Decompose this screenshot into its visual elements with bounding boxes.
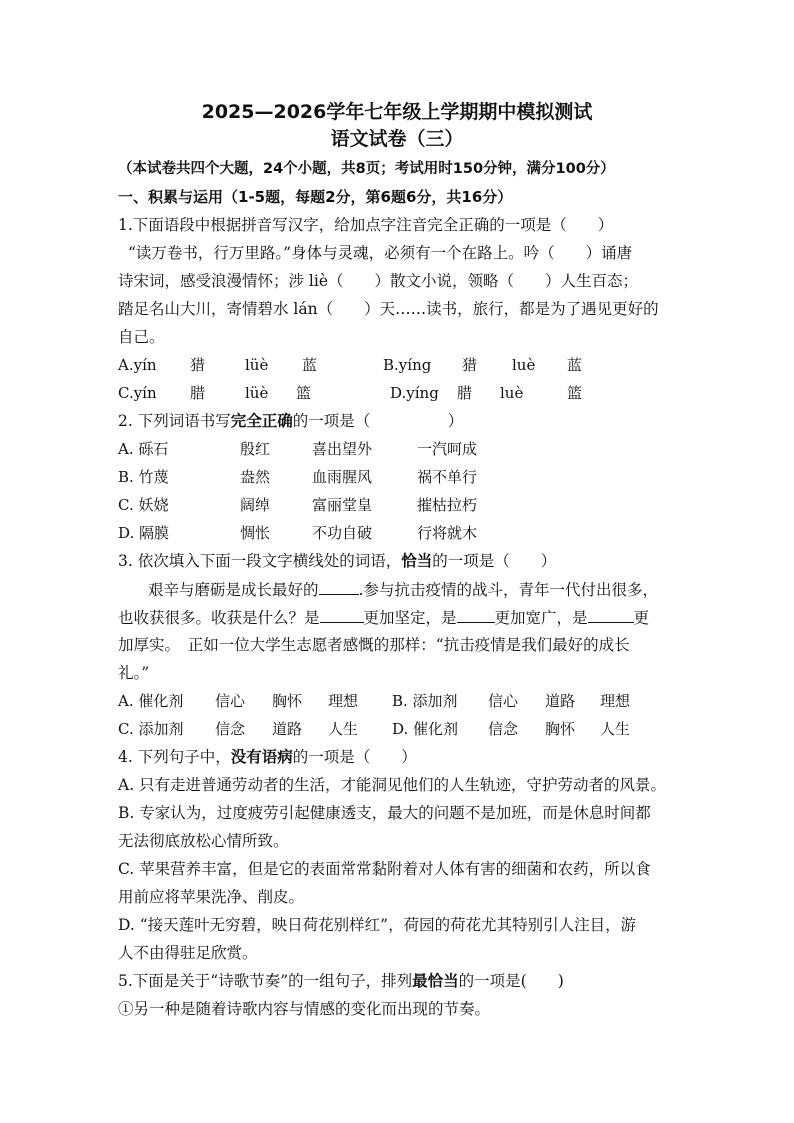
q2-option-a-word: 殷红	[240, 440, 271, 458]
q4-stem-emphasis: 没有语病	[230, 747, 293, 766]
q1-option-a-text: lüè	[245, 356, 269, 374]
q3-blank[interactable]	[457, 607, 495, 623]
q1-passage-line: “读万卷书，行万里路。”身体与灵魂，必须有一个在路上。吟（ ）诵唐	[128, 244, 633, 262]
q2-option-b-word: 血雨腥风	[312, 468, 373, 486]
q3-option-d-word: 人生	[600, 720, 631, 738]
q4-option-d-continued: 人不由得驻足欣赏。	[118, 944, 258, 962]
q1-option-d-text: luè	[500, 384, 524, 402]
q2-option-d-word: 不功自破	[312, 524, 373, 542]
q3-passage-line	[118, 607, 678, 628]
q3-passage-text: .参与抗击疫情的战斗，青年一代付出很多，	[358, 581, 658, 599]
q3-passage-text: 艰辛与磨砺是成长最好的	[148, 581, 319, 599]
q3-option-b-word: B. 添加剂	[392, 692, 458, 710]
q2-stem-emphasis: 完全正确	[230, 411, 293, 430]
q3-option-c-word: 人生	[328, 720, 359, 738]
q3-stem	[118, 551, 678, 571]
q1-option-d-text: 篮	[567, 384, 583, 402]
q3-passage-line	[148, 579, 708, 600]
q1-option-b-text: 蓝	[567, 356, 583, 374]
q3-option-d-word: 胸怀	[545, 720, 576, 738]
q3-option-d-word: 信念	[488, 720, 519, 738]
q4-option-b[interactable]: B. 专家认为，过度疲劳引起健康透支，最大的问题不是加班，而是休息时间都	[118, 804, 651, 822]
q1-option-c-text: 篮	[296, 384, 312, 402]
q3-option-a-word: 信心	[215, 692, 246, 710]
q1-option-a-text: 猎	[190, 356, 206, 374]
q1-option-d-text: 腊	[457, 384, 473, 402]
q1-stem: 1.下面语段中根据拼音写汉字，给加点字注音完全正确的一项是（ ）	[118, 216, 614, 234]
q4-option-c-continued: 用前应将苹果洗净、削皮。	[118, 888, 305, 906]
q5-stem-text: 的一项是( )	[458, 972, 564, 990]
q3-passage-text: 更加坚定，是	[363, 609, 457, 627]
q3-passage-text: 也收获很多。收获是什么？是	[118, 609, 320, 627]
q3-option-a-word: 理想	[328, 692, 359, 710]
q2-stem-text: 2. 下列词语书写	[118, 412, 231, 430]
q2-option-c-word: 阔绰	[240, 496, 271, 514]
q3-option-c-word: C. 添加剂	[118, 720, 184, 738]
q3-blank[interactable]	[319, 579, 359, 595]
q1-option-b-text: luè	[512, 356, 536, 374]
q3-option-b-word: 道路	[545, 692, 576, 710]
q3-option-b-word: 理想	[600, 692, 631, 710]
q3-passage-text: 更	[633, 609, 650, 627]
q2-option-c-word: 摧枯拉朽	[417, 496, 478, 514]
q3-option-c-word: 道路	[272, 720, 303, 738]
q2-option-c-word: 富丽堂皇	[312, 496, 373, 514]
q1-option-c-text: C.yín	[118, 384, 157, 402]
q1-passage-line: 自己。	[118, 328, 165, 346]
q3-option-c-word: 信念	[215, 720, 246, 738]
q2-option-b-word: B. 竹蔑	[118, 468, 169, 486]
q3-option-a-word: 胸怀	[272, 692, 303, 710]
q3-passage-line: 礼。”	[118, 664, 150, 682]
q2-option-d-word: D. 隔膜	[118, 524, 170, 542]
q4-stem-text: 4. 下列句子中，	[118, 748, 231, 766]
q1-option-b-text: 猎	[462, 356, 478, 374]
q5-stem-emphasis: 最恰当	[412, 971, 459, 990]
q1-option-a-text: 蓝	[302, 356, 318, 374]
q2-option-a-word: A. 砾石	[118, 440, 169, 458]
q2-option-d-word: 惆怅	[240, 524, 271, 542]
q4-stem-text: 的一项是（ ）	[292, 748, 417, 766]
q2-option-a-word: 一汽呵成	[417, 440, 478, 458]
q3-passage-line: 加厚实。 正如一位大学生志愿者感慨的那样：“抗击疫情是我们最好的成长	[118, 636, 630, 654]
q1-passage-line: 踏足名山大川，寄情碧水 lán（ ）天……读书，旅行，都是为了遇见更好的	[118, 300, 659, 318]
q3-option-b-word: 信心	[488, 692, 519, 710]
q1-passage-line: 诗宋词，感受浪漫情怀；涉 liè（ ）散文小说，领略（ ）人生百态；	[118, 272, 639, 290]
q3-blank[interactable]	[588, 607, 634, 623]
q2-option-c-word: C. 妖娆	[118, 496, 169, 514]
exam-title: 2025—2026学年七年级上学期期中模拟测试	[201, 101, 593, 123]
q3-stem-text: 的一项是（ ）	[432, 552, 557, 570]
q5-sentence-1: ①另一种是随着诗歌内容与情感的变化而出现的节奏。	[118, 1000, 491, 1018]
q3-option-d-word: D. 催化剂	[392, 720, 459, 738]
q5-stem-text: 5.下面是关于“诗歌节奏”的一组句子，排列	[118, 972, 413, 990]
q3-blank[interactable]	[320, 607, 364, 623]
q2-stem	[118, 411, 678, 431]
q4-option-a[interactable]: A. 只有走进普通劳动者的生活，才能洞见他们的人生轨迹，守护劳动者的风景。	[118, 776, 667, 794]
q3-option-a-word: A. 催化剂	[118, 692, 184, 710]
q1-option-c-text: 腊	[190, 384, 206, 402]
q3-stem-emphasis: 恰当	[401, 551, 433, 570]
q1-option-b-text: B.yíng	[383, 356, 432, 374]
q2-option-d-word: 行将就木	[417, 524, 478, 542]
q2-stem-text: 的一项是（ ）	[292, 412, 464, 430]
q2-option-a-word: 喜出望外	[312, 440, 373, 458]
exam-note: （本试卷共四个大题，24个小题，共8页；考试用时150分钟，满分100分）	[118, 161, 615, 177]
q1-option-c-text: lüè	[245, 384, 269, 402]
section-heading: 一、积累与运用（1-5题，每题2分，第6题6分，共16分）	[118, 188, 513, 206]
exam-subtitle: 语文试卷（三）	[330, 128, 464, 150]
q3-stem-text: 3. 依次填入下面一段文字横线处的词语，	[118, 552, 402, 570]
q1-option-d-text: D.yíng	[390, 384, 439, 402]
q4-option-d[interactable]: D. “接天莲叶无穷碧，映日荷花别样红”，荷园的荷花尤其特别引人注目，游	[118, 916, 637, 934]
q1-option-a-text: A.yín	[118, 356, 157, 374]
q2-option-b-word: 盎然	[240, 468, 271, 486]
q4-option-b-continued: 无法彻底放松心情所致。	[118, 832, 289, 850]
q4-stem	[118, 747, 678, 767]
q3-passage-text: 更加宽广，是	[494, 609, 588, 627]
q4-option-c[interactable]: C. 苹果营养丰富，但是它的表面常常黏附着对人体有害的细菌和农药，所以食	[118, 860, 651, 878]
q2-option-b-word: 祸不单行	[417, 468, 478, 486]
q5-stem	[118, 971, 678, 991]
